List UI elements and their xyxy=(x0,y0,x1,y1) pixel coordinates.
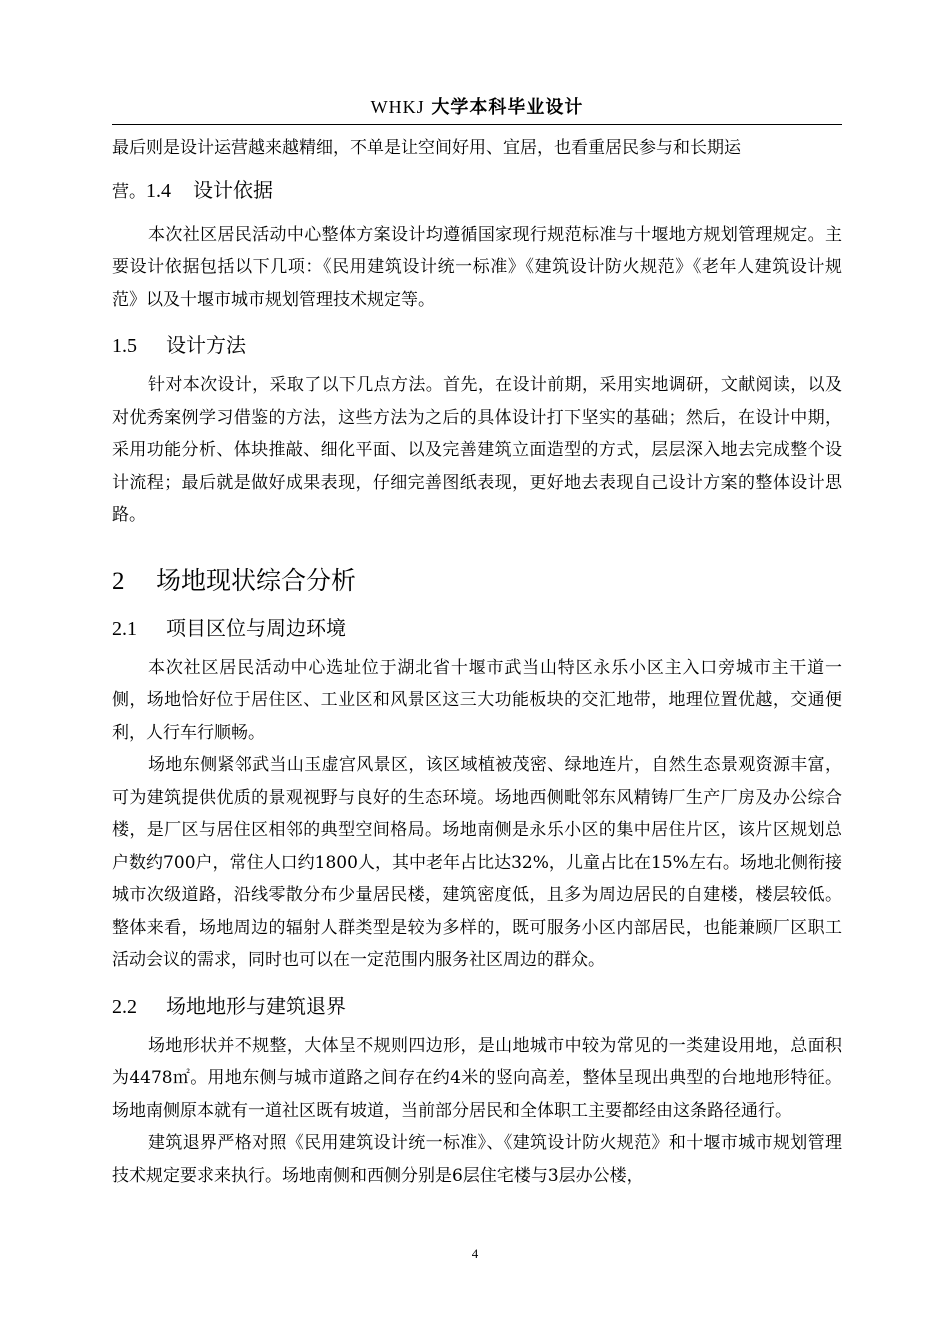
intro-line-end: 营。 xyxy=(112,181,146,202)
intro-line-with-heading xyxy=(112,165,842,217)
section-number: 1.5 xyxy=(112,335,137,357)
section-number: 1.4 xyxy=(146,179,171,202)
paragraph-2-2-a: 场地形状并不规整，大体呈不规则四边形，是山地城市中较为常见的一类建设用地，总面积为4478㎡。用地东侧与城市道路之间存在约4米的竖向高差，整体呈现出典型的台地地形特征。场地南侧原本就有一道社区既有坡道，当前部分居民和全体职工主要都经由这条路径通行。 xyxy=(112,1035,842,1121)
chapter-number: 2 xyxy=(112,567,125,595)
section-heading-1-5 xyxy=(112,330,842,361)
section-number: 2.2 xyxy=(112,995,137,1018)
page-body xyxy=(112,132,842,1192)
paragraph-2-1-b: 场地东侧紧邻武当山玉虚宫风景区，该区域植被茂密、绿地连片，自然生态景观资源丰富，可为建筑提供优质的景观视野与良好的生态环境。场地西侧毗邻东风精铸厂生产厂房及办公综合楼，是厂区与居住区相邻的典型空间格局。场地南侧是永乐小区的集中居住片区，该片区规划总户数约700户，常住人口约1800人，其中老年占比达32%，儿童占比在15%左右。场地北侧衔接城市次级道路，沿线零散分布少量居民楼，建筑密度低，且多为周边居民的自建楼，楼层较低。整体来看，场地周边的辐射人群类型是较为多样的，既可服务小区内部居民，也能兼顾厂区职工活动会议的需求，同时也可以在一定范围内服务社区周边的群众。 xyxy=(112,755,842,970)
chapter-heading-2 xyxy=(112,564,842,599)
paragraph-1-4: 本次社区居民活动中心整体方案设计均遵循国家现行规范标准与十堰地方规划管理规定。主要设计依据包括以下几项：《民用建筑设计统一标准》《建筑设计防火规范》《老年人建筑设计规范》以及十堰市城市规划管理技术规定等。 xyxy=(112,224,842,310)
paragraph-1-5: 针对本次设计，采取了以下几点方法。首先，在设计前期，采用实地调研，文献阅读，以及对优秀案例学习借鉴的方法，这些方法为之后的具体设计打下坚实的基础；然后，在设计中期，采用功能分析、体块推敲、细化平面、以及完善建筑立面造型的方式，层层深入地去完成整个设计流程；最后就是做好成果表现，仔细完善图纸表现，更好地去表现自己设计方案的整体设计思路。 xyxy=(112,375,842,525)
header-cn: 大学本科毕业设计 xyxy=(431,97,584,118)
section-heading-2-2 xyxy=(112,991,842,1022)
header-latin: WHKJ xyxy=(370,97,425,117)
running-header xyxy=(112,92,842,125)
header-title xyxy=(371,97,584,118)
section-title: 场地地形与建筑退界 xyxy=(166,993,346,1018)
section-number: 2.1 xyxy=(112,617,137,640)
chapter-title: 场地现状综合分析 xyxy=(156,565,357,595)
page-number: 4 xyxy=(471,1246,479,1261)
paragraph-2-2-b: 建筑退界严格对照《民用建筑设计统一标准》、《建筑设计防火规范》和十堰市城市规划管理技术规定要求来执行。场地南侧和西侧分别是6层住宅楼与3层办公楼， xyxy=(112,1133,842,1186)
intro-line: 最后则是设计运营越来越精细，不单是让空间好用、宜居，也看重居民参与和长期运 xyxy=(112,138,741,158)
section-title: 设计依据 xyxy=(193,177,273,202)
section-title: 项目区位与周边环境 xyxy=(166,615,346,640)
section-title: 设计方法 xyxy=(166,333,246,357)
section-heading-2-1 xyxy=(112,613,842,644)
section-heading-1-4 xyxy=(146,178,273,202)
paragraph-2-1-a: 本次社区居民活动中心选址位于湖北省十堰市武当山特区永乐小区主入口旁城市主干道一侧，场地恰好位于居住区、工业区和风景区这三大功能板块的交汇地带，地理位置优越，交通便利，人行车行顺畅。 xyxy=(112,657,842,743)
